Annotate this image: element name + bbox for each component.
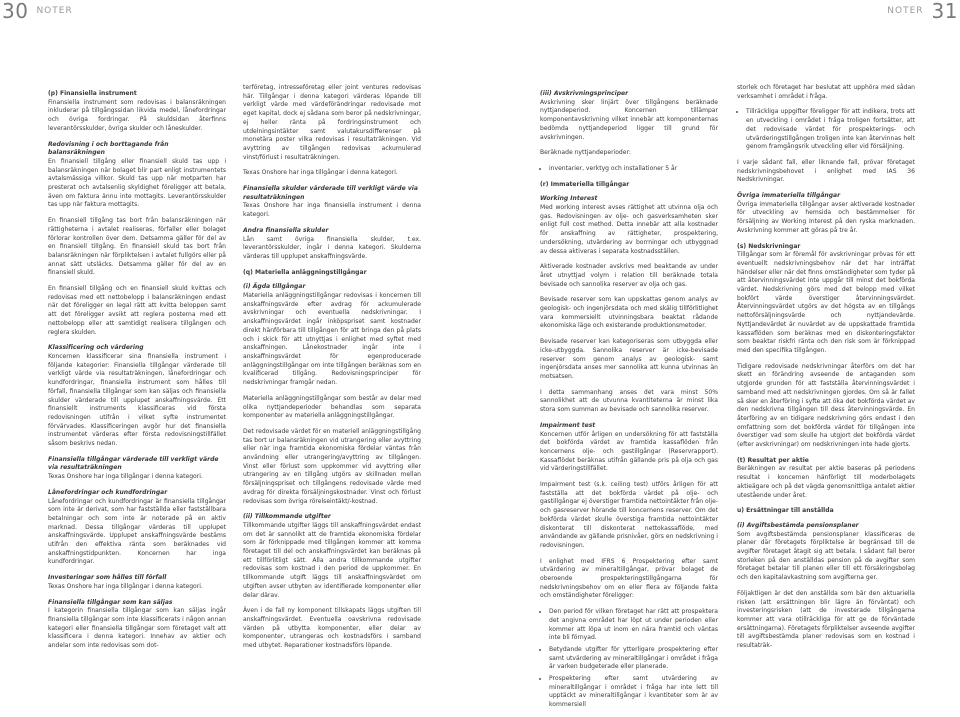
- section-heading: (q) Materiella anläggningstillgångar: [243, 268, 367, 276]
- text-column-2: [243, 84, 421, 658]
- subsection-heading: (i) Ägda tillgångar: [243, 283, 306, 291]
- subsection-heading: Finansiella tillgångar som kan säljas: [48, 598, 173, 606]
- subsection-heading: Finansiella tillgångar värderade till verkligt värde via resultaträkningen: [48, 455, 219, 472]
- paragraph: Avskrivning sker linjärt över tillgångens beräknade nyttjandeperiod. Koncernen tillämpar komponentavskrivning vilket innebär att komponenternas bedömda nyttjandeperiod ligger till grund för avskrivningen.: [540, 98, 718, 141]
- bullet-list: [540, 608, 718, 710]
- paragraph: Texas Onshore har inga tillgångar i denna kategori.: [48, 473, 203, 481]
- paragraph: Bevisade reserver kan kategoriseras som utbyggda eller icke-utbyggda. Sannolika reserver är icke-bevisade reserver som genom analys av geologisk- samt ingenjörsdata anses mer sannolika att kunna utvinnas än motsatsen.: [540, 338, 718, 380]
- section-heading: (p) Finansiella instrument: [48, 90, 137, 97]
- paragraph: Aktiverade kostnader avskrivs med beaktande av under året utnyttjad volym i relation till beräknade totala bevisade och sannolika reserver av olja och gas.: [540, 263, 718, 288]
- paragraph: Materiella anläggningstillgångar redovisas i koncernen till anskaffningsvärde efter avdrag för ackumulerade avskrivningar och eventuella nedskrivningar. I anskaffningsvärdet ingår inköpspriset samt kostnader direkt hänförbara till tillgången för att bringa den på plats och i skick för att utnyttjas i enlighet med syftet med anskaffningen. Lånekostnader ingår inte i anskaffningsvärdet för egenproducerade anläggningstillgångar om inte tillgången beräknas som en kvalificerad tillgång. Redovisningsprinciper för nedskrivningar framgår nedan.: [243, 292, 421, 387]
- right-page-header: [887, 0, 958, 22]
- paragraph: Beräkningen av resultat per aktie baseras på periodens resultat i koncernen hänförligt till moderbolagets aktieägare och på det vägda genomsnittliga antalet aktier utestående under året.: [737, 465, 915, 499]
- paragraph: I varje sådant fall, eller liknande fall, prövar företaget nedskrivningsbehovet i enlighet med IAS 36 Nedskrivningar.: [737, 158, 915, 184]
- paragraph: En finansiell tillgång och en finansiell skuld kvittas och redovisas med ett nettobelopp i balansräkningen endast när det föreligger en legal rätt att kvitta beloppen samt att det föreligger avsikt att reglera posterna med ett nettobelopp eller att samtidigt realisera tillgången och reglera skulden.: [48, 285, 226, 336]
- paragraph: Följaktligen är det den anställda som bär den aktuariella risken (att ersättningen blir lägre än förväntat) och investeringsrisken (att de investerade tillgångarna kommer att vara otillräckliga för att ge de förväntade ersättningarna). Företagets förpliktelser avseende avgifter till avgiftsbestämda planer redovisas som en kostnad i resultaträk-: [737, 589, 915, 650]
- text-column-1: [48, 84, 226, 658]
- subsection-heading: (iii) Avskrivningsprinciper: [540, 90, 629, 97]
- paragraph: Bevisade reserver som kan uppskattas genom analys av geologisk- och ingenjörsdata och med skälig tillförlitlighet vara kommersiellt utvinningsbara beaktat rådande ekonomiska läge och existerande produktionsmetoder.: [540, 296, 718, 330]
- paragraph: En finansiell tillgång tas bort från balansräkningen när rättigheterna i avtalet realiseras, förfaller eller bolaget förlorar kontrollen över dem. Detsamma gäller för del av en finansiell tillgång. En finansiell skuld tas bort från balansräkningen när förpliktelsen i avtalet fullgörs eller på annat sätt utsläcks. Detsamma gäller för del av en finansiell skuld.: [48, 217, 226, 277]
- subsection-heading: (i) Avgiftsbestämda pensionsplaner: [737, 521, 859, 529]
- text-column-3: [540, 84, 718, 717]
- right-page-number: 31: [931, 0, 958, 23]
- paragraph: Tidigare redovisade nedskrivningar återförs om det har skett en förändring avseende de antaganden som utgjorde grunden för att fastställa återvinningsvärdet i samband med att nedskrivningen gjordes. Om så är fallet så sker en återföring i syfte att öka det bokförda värdet av den nedskrivna tillgången till dess återvinningsvärde. En återföring av en tidigare nedskrivning görs endast i den omfattning som det bokförda värdet för tillgången inte överstiger vad som skulle ha utgjort det bokförda värdet (efter avskrivningar) om nedskrivningen inte hade gjorts.: [737, 362, 915, 449]
- bullet-item: • Prospektering efter samt utvärdering av mineraltillgångar i området i fråga har inte lett till upptäckt av mineraltillgångar i kvantiteter som är av kommersiell: [549, 675, 718, 710]
- subsection-heading: Finansiella skulder värderade till verkligt värde via resultaträkningen: [243, 185, 418, 201]
- paragraph: Även i de fall ny komponent tillskapats läggs utgiften till anskaffningsvärdet. Eventuella oavskrivna redovisade värden på utbytta komponenter, eller delar av komponenter, utrangeras och kostnadsförs i samband med utbytet. Reparationer kostnadsförs löpande.: [243, 607, 421, 650]
- bullet-list: [737, 108, 915, 152]
- paragraph: Texas Onshore har inga tillgångar i denna kategori.: [243, 169, 398, 177]
- text-column-4: [737, 84, 915, 658]
- subsection-heading: Övriga immateriella tillgångar: [737, 192, 841, 200]
- paragraph: Med working interest avses rättighet att utvinna olja och gas. Redovisningen av olje- och gasverksamheten sker enligt full cost method. Detta innebär att alla kostnader för anskaffning av rättigheter, prospektering, undersökning, utvärdering av borrningar och utbyggnad av dessa aktiveras i separata kostnadsställen.: [540, 204, 718, 255]
- paragraph: terföretag, intresseföretag eller joint ventures redovisas här. Tillgångar i denna kategori värderas löpande till verkligt värde med värdeförändringar redovisade mot eget kapital, dock ej sådana som beror på nedskrivningar, ej heller ränta på fordringsinstrument och utdelningsintäkter samt valutakursdifferenser på monetära poster vilka redovisas i resultaträkningen. Vid avyttring av tillgången redovisas ackumulerad vinst/förlust i resultaträkningen.: [243, 84, 421, 161]
- section-heading: u) Ersättningar till anställda: [737, 507, 834, 515]
- paragraph: Det redovisade värdet för en materiell anläggningstillgång tas bort ur balansräkningen vid utrangering eller avyttring eller när inga framtida ekonomiska fördelar väntas från användning eller utrangering/avyttring av tillgången. Vinst eller förlust som uppkommer vid avyttring eller utrangering av en tillgång utgörs av skillnaden mellan försäljningspriset och tillgångens redovisade värde med avdrag för direkta försäljningskostnader. Vinst och förlust redovisas som övriga rörelseintäkt/-kostnad.: [243, 427, 421, 505]
- paragraph: Lånefordringar och kundfordringar är finansiella tillgångar som inte är derivat, som har fastställda eller fastställbara betalningar och som inte är noterade på en aktiv marknad. Dessa tillgångar värderas till upplupet anskaffningsvärde. Upplupet anskaffningsvärde bestäms utifrån den effektiva ränta som beräknades vid anskaffningstidpunkten. Koncernen har inga kundfordringar.: [48, 497, 226, 566]
- bullet-item: • Tillräckliga uppgifter föreligger för att indikera, trots att en utveckling i området i fråga troligen fortsätter, att det redovisade värdet för prospekterings- och utvärderingstillgången troligen inte kan återvinnas helt genom framgångsrik utveckling eller vid försäljning.: [746, 108, 915, 152]
- paragraph: Texas Onshore har inga tillgångar i denna kategori.: [48, 582, 203, 590]
- section-heading: (r) Immateriella tillgångar: [540, 180, 630, 188]
- bullet-item: • Den period för vilken företaget har rätt att prospektera det angivna området har löpt ut under perioden eller kommer att löpa ut inom en nära framtid och väntas inte bli förnyad.: [549, 608, 718, 643]
- subsection-heading: Andra finansiella skulder: [243, 226, 329, 234]
- paragraph: Tillkommande utgifter läggs till anskaffningsvärdet endast om det är sannolikt att de framtida ekonomiska fördelar som är förknippade med tillgången kommer att komma företaget till del och anskaffningsvärdet kan beräknas på ett tillförlitligt sätt. Alla andra tillkommande utgifter redovisas som kostnad i den period de uppkommer. En tillkommande utgift läggs till anskaffningsvärdet om utgiften avser utbyten av identifierade komponenter eller delar därav.: [243, 521, 421, 599]
- paragraph: Finansiella instrument som redovisas i balansräkningen inkluderar på tillgångssidan likvida medel, lånefordringar och övriga fordringar. På skuldsidan återfinns leverantörsskulder, övriga skulder och låneskulder.: [48, 98, 226, 132]
- subsection-heading: Impairment test: [540, 421, 596, 429]
- paragraph: Som avgiftsbestämda pensionsplaner klassificeras de planer där företagets förpliktelse är begränsad till de avgifter företaget åtagit sig att betala. I sådant fall beror storleken på den anställdas pension på de avgifter som företaget betalar till planen eller till ett försäkringsbolag och den kapitalavkastning som avgifterna ger.: [737, 530, 915, 582]
- left-section-label: NOTER: [36, 6, 73, 16]
- paragraph: Texas Onshore har inga finansiella instrument i denna kategori.: [243, 202, 421, 219]
- subsection-heading: Investeringar som hålles till förfall: [48, 574, 167, 582]
- bullet-list: [540, 165, 718, 174]
- paragraph: Impairment test (s.k. ceiling test) utförs årligen för att fastställa att det bokförda värdet på olje- och gastillgångar ej överstiger framtida nettointäkter från olje- och gasreserver hörande till koncernens reserver. Om det bokförda värdet skulle överstiga framtida nettointäkter diskonterat till diskonterat nettokassaflöde, med användande av gällande prisnivåer, görs en nedskrivning i redovisningen.: [540, 481, 718, 549]
- left-page-header: [2, 0, 73, 22]
- paragraph: Övriga immateriella tillgångar avser aktiverade kostnader för utveckling av hemsida och bestämmelser för försäljning av Working Interest på den ryska marknaden. Avskrivning kommer att göras på tre år.: [737, 200, 915, 234]
- subsection-heading: Working Interest: [540, 195, 598, 203]
- paragraph: En finansiell tillgång eller finansiell skuld tas upp i balansräkningen när bolaget blir part enligt instrumentets avtalsmässiga villkor. Skuld tas upp när motparten har presterat och avtalsenlig skyldighet föreligger att betala, även om faktura ännu inte mottagits. Leverantörsskulder tas upp när faktura mottagits.: [48, 157, 226, 209]
- paragraph: Koncernen klassificerar sina finansiella instrument i följande kategorier: Finansiella tillgångar värderade till verkligt värde via resultaträkningen, lånefordringar och kundfordringar, finansiella instrument som hålles till förfall, finansiella tillgångar som kan säljas och finansiella skulder värderade till upplupet anskaffningsvärde. Ett finansiellt instruments klassificeras vid första redovisningen utifrån i vilket syfte instrumentet förvärvades. Klassificeringen avgör hur det finansiella instrumentet värderas efter första redovisningstillfället såsom beskrivs nedan.: [48, 352, 226, 448]
- paragraph: Koncernen utför årligen en undersökning för att fastställa det bokförda värdet av framtida kassaflöden från koncernens olje- och gastillgångar (Reservrapport). Kassaflödet beräknas utifrån gällande pris på olja och gas vid värderingstillfället.: [540, 430, 718, 473]
- paragraph: Tillgångar som är föremål för avskrivningar prövas för ett eventuellt nedskrivningsbehov när det har inträffat händelser eller när det finns omständigheter som tyder på att återvinningsvärdet inte uppgår till minst det bokförda värdet. Nedskrivning görs med det belopp med vilket bokfört värde överstiger återvinningsvärdet. Återvinningsvärdet utgörs av det högsta av en tillgångs nettoförsäljningsvärde och nyttjandevärde. Nyttjandevärdet är nuvärdet av de uppskattade framtida kassaflöden som beräknas med en diskonteringsfaktor som beaktar riskfri ränta och den risk som är förknippad med den specifika tillgången.: [737, 251, 915, 354]
- section-heading: (t) Resultat per aktie: [737, 456, 809, 464]
- bullet-item: • inventarier, verktyg och installationer 5 år: [549, 165, 718, 174]
- subsection-heading: Klassificering och värdering: [48, 344, 144, 352]
- left-page-number: 30: [2, 0, 29, 23]
- paragraph: I kategorin finansiella tillgångar som kan säljas ingår finansiella tillgångar som inte klassificerats i någon annan kategori eller finansiella tillgångar som företaget valt att klassificera i denna kategori. Innehav av aktier och andelar som inte redovisas som dot-: [48, 607, 226, 650]
- paragraph: Materiella anläggningstillgångar som består av delar med olika nyttjandeperioder behandlas som separata komponenter av materiella anläggningstillgångar.: [243, 394, 421, 420]
- bullet-item: • Betydande utgifter för ytterligare prospektering efter samt utvärdering av mineraltillgångar i området i fråga är varken budgeterade eller planerade.: [549, 646, 718, 672]
- section-heading: (s) Nedskrivningar: [737, 242, 801, 250]
- paragraph: Lån samt övriga finansiella skulder, t.ex. leverantörsskulder, ingår i denna kategori. Skulderna värderas till upplupet anskaffningsvärde.: [243, 235, 421, 260]
- paragraph: storlek och företaget har beslutat att upphöra med sådan verksamhet i området i fråga.: [737, 84, 915, 100]
- subsection-heading: (ii) Tillkommande utgifter: [243, 513, 331, 521]
- subsection-heading: Lånefordringar och kundfordringar: [48, 488, 168, 496]
- paragraph: Beräknade nyttjandeperioder:: [540, 149, 631, 157]
- paragraph: I enlighet med IFRS 6 Prospektering efter samt utvärdering av mineraltillgångar, prövar bolaget de oberoende prospekteringstillgångarna för nedskrivningsbehov om en eller flera av följande fakta och omständigheter föreligger:: [540, 557, 718, 600]
- right-section-label: NOTER: [887, 6, 924, 16]
- paragraph: I detta sammanhang anses det vara minst 50% sannolikhet att de utvunna kvantiteterna är minst lika stora som summan av bevisade och sannolika reserver.: [540, 388, 718, 414]
- subsection-heading: Redovisning i och borttagande från balansräkningen: [48, 140, 169, 157]
